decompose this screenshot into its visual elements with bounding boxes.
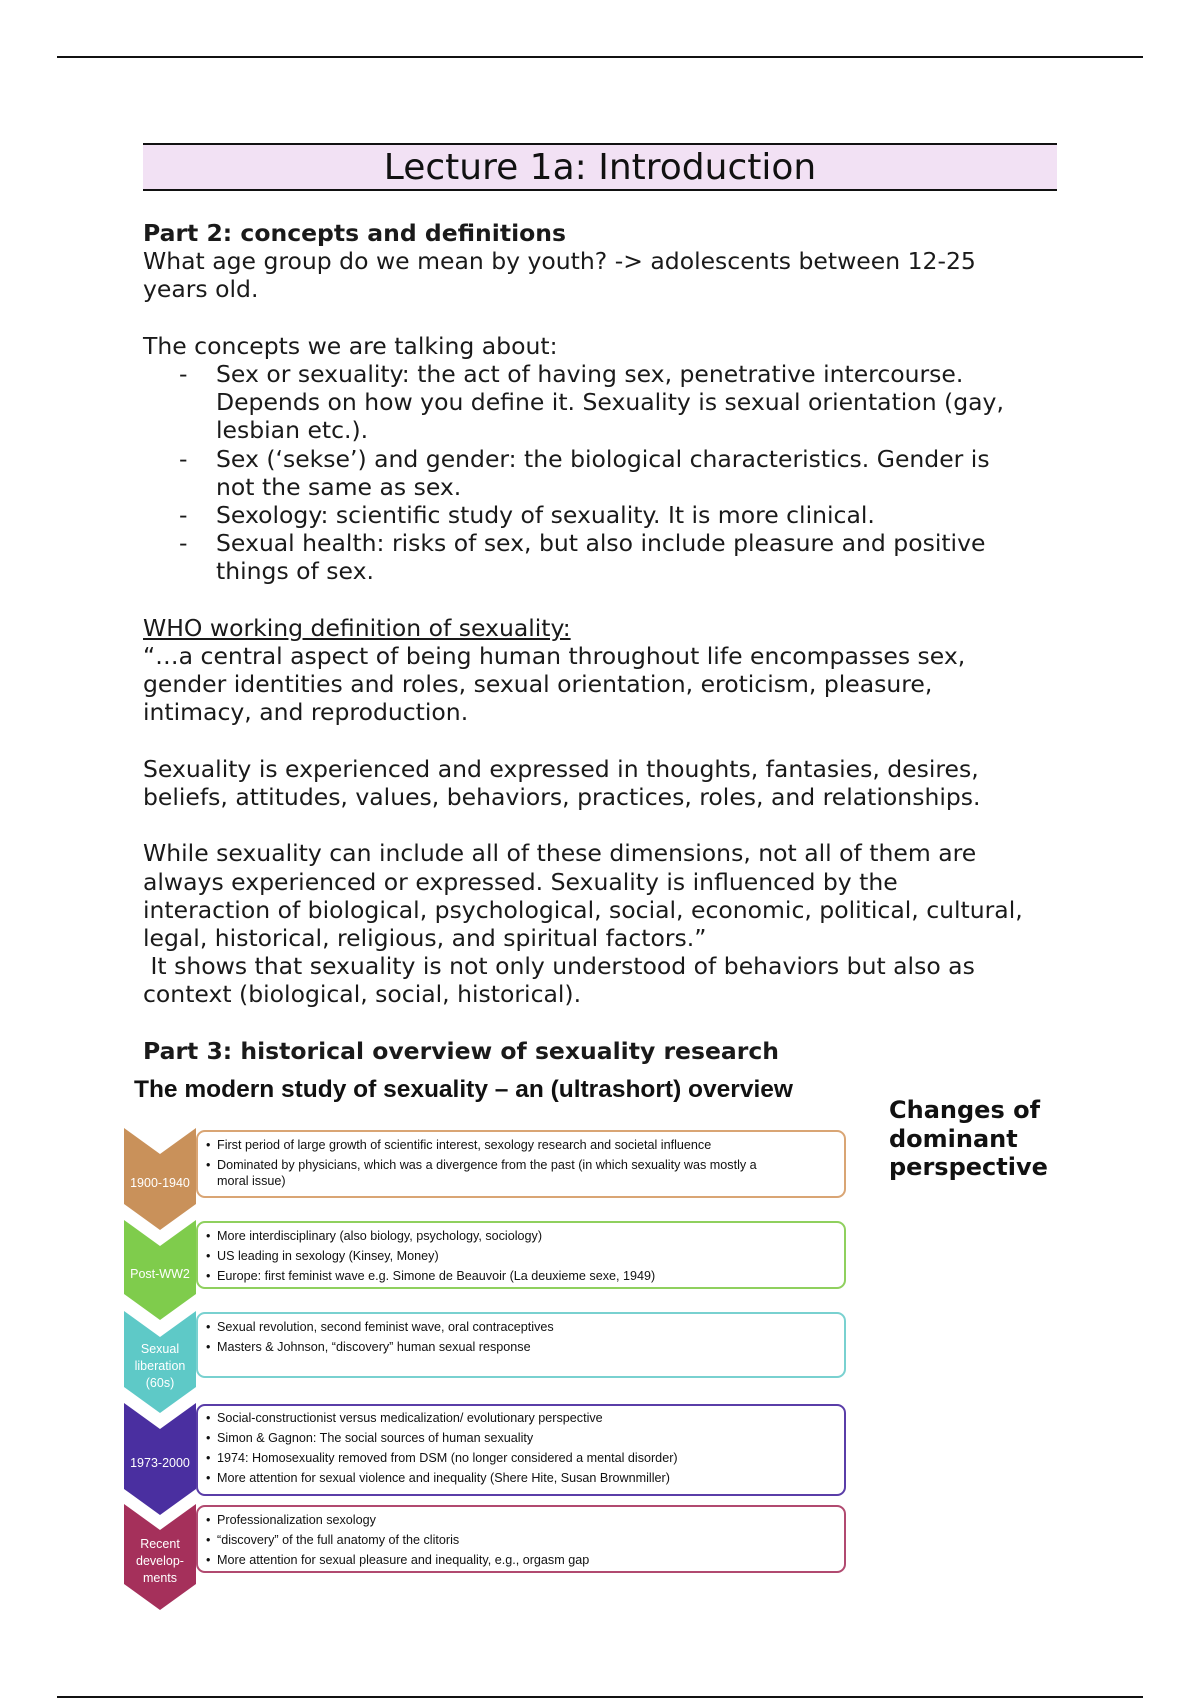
stage-box xyxy=(196,1505,846,1573)
stage-label-line: ments xyxy=(142,1570,178,1585)
list-item-line: lesbian etc.). xyxy=(216,416,369,445)
list-item-line: Sexology: scientific study of sexuality. It is more clinical. xyxy=(216,501,875,530)
stage-bullet: • Masters & Johnson, “discovery” human sexual response xyxy=(206,1337,836,1357)
title-banner xyxy=(143,143,1057,191)
part3-heading: Part 3: historical overview of sexuality research xyxy=(143,1036,780,1065)
list-item-line: not the same as sex. xyxy=(216,472,462,501)
page-top-rule xyxy=(57,56,1143,58)
stage-bullet: • US leading in sexology (Kinsey, Money) xyxy=(206,1246,836,1266)
who-heading: WHO working definition of sexuality: xyxy=(143,613,571,642)
list-item-line: Sex or sexuality: the act of having sex, penetrative intercourse. xyxy=(216,360,964,388)
stage-box xyxy=(196,1130,846,1198)
stage-label-line: Sexual xyxy=(140,1341,180,1356)
stage-bullet: • More interdisciplinary (also biology, psychology, sociology) xyxy=(206,1226,836,1246)
who-para3-line: legal, historical, religious, and spiritual factors.” xyxy=(143,924,707,953)
concepts-intro: The concepts we are talking about: xyxy=(143,331,558,360)
who-para2-line: beliefs, attitudes, values, behaviors, practices, roles, and relationships. xyxy=(143,783,981,812)
stage-box xyxy=(196,1312,846,1378)
list-item-line: Depends on how you define it. Sexuality is sexual orientation (gay, xyxy=(216,388,1004,417)
who-para3-line: interaction of biological, psychological, social, economic, political, cultural, xyxy=(143,895,1023,924)
stage-label-line: (60s) xyxy=(145,1375,175,1390)
youth-line-2: years old. xyxy=(143,275,259,304)
stage-bullet: • More attention for sexual pleasure and inequality, e.g., orgasm gap xyxy=(206,1550,836,1570)
who-para3-line: It shows that sexuality is not only understood of behaviors but also as xyxy=(143,952,975,981)
stage-bullet: • More attention for sexual violence and inequality (Shere Hite, Susan Brownmiller) xyxy=(206,1468,836,1488)
stage-box xyxy=(196,1221,846,1289)
stage-label xyxy=(124,1266,196,1283)
list-item: - Sexual health: risks of sex, but also include pleasure and positive things of sex. xyxy=(143,529,1063,585)
stage-bullet: • Social-constructionist versus medicalization/ evolutionary perspective xyxy=(206,1408,836,1428)
stage-label-line: liberation xyxy=(134,1358,186,1373)
list-item-line: Sex (‘sekse’) and gender: the biological characteristics. Gender is xyxy=(216,444,990,473)
stage-bullet: • Professionalization sexology xyxy=(206,1510,836,1530)
figure-title: The modern study of sexuality – an (ultrashort) overview xyxy=(134,1076,793,1103)
side-note: Changes of dominant perspective xyxy=(889,1096,1048,1181)
stage-label-line: 1900-1940 xyxy=(130,1175,190,1190)
document-body xyxy=(143,219,1063,1065)
stage-bullet: • 1974: Homosexuality removed from DSM (no longer considered a mental disorder) xyxy=(206,1448,836,1468)
stage-bullet: • First period of large growth of scientific interest, sexology research and societal influence xyxy=(206,1135,836,1155)
stage-label-line: Post-WW2 xyxy=(130,1266,190,1281)
stage-label xyxy=(124,1341,196,1392)
stage-bullet: • Europe: first feminist wave e.g. Simone de Beauvoir (La deuxieme sexe, 1949) xyxy=(206,1266,836,1286)
who-para3-line: While sexuality can include all of these dimensions, not all of them are xyxy=(143,839,977,868)
part2-heading: Part 2: concepts and definitions xyxy=(143,219,566,247)
youth-line-1: What age group do we mean by youth? -> adolescents between 12-25 xyxy=(143,247,976,276)
stage-label-line: 1973-2000 xyxy=(130,1455,190,1470)
stage-bullet: • Simon & Gagnon: The social sources of human sexuality xyxy=(206,1428,836,1448)
list-item-line: Sexual health: risks of sex, but also include pleasure and positive xyxy=(216,529,986,558)
who-para2-line: Sexuality is experienced and expressed in thoughts, fantasies, desires, xyxy=(143,754,979,783)
stage-bullet: moral issue) xyxy=(217,1174,286,1188)
list-item-line: things of sex. xyxy=(216,557,374,586)
page-title: Lecture 1a: Introduction xyxy=(383,146,817,188)
list-item: - Sex (‘sekse’) and gender: the biological characteristics. Gender is not the same as sex. xyxy=(143,445,1063,501)
stage-label-line: Recent xyxy=(140,1536,180,1551)
who-para1-line: “…a central aspect of being human throughout life encompasses sex, xyxy=(143,642,966,671)
list-item: - Sexology: scientific study of sexuality. It is more clinical. xyxy=(143,501,1063,529)
page-bottom-rule xyxy=(57,1696,1143,1698)
stage-bullet: • “discovery” of the full anatomy of the clitoris xyxy=(206,1530,836,1550)
who-para3-line: always experienced or expressed. Sexuality is influenced by the xyxy=(143,867,898,896)
who-para1-line: gender identities and roles, sexual orientation, eroticism, pleasure, xyxy=(143,670,933,699)
stage-label xyxy=(124,1536,196,1587)
stage-label xyxy=(124,1175,196,1192)
list-item: - Sex or sexuality: the act of having sex, penetrative intercourse. Depends on how you define it. Sexuality is sexual orientation (gay, lesbian etc.). xyxy=(143,360,1063,445)
stage-label-line: develop- xyxy=(136,1553,184,1568)
concepts-list xyxy=(143,360,1063,586)
stage-bullet: • Sexual revolution, second feminist wave, oral contraceptives xyxy=(206,1317,836,1337)
who-para1-line: intimacy, and reproduction. xyxy=(143,698,469,727)
stage-bullet: • Dominated by physicians, which was a divergence from the past (in which sexuality was mostly a xyxy=(206,1155,836,1175)
stage-label xyxy=(124,1455,196,1472)
stage-box xyxy=(196,1404,846,1496)
who-para3-line: context (biological, social, historical). xyxy=(143,980,582,1009)
